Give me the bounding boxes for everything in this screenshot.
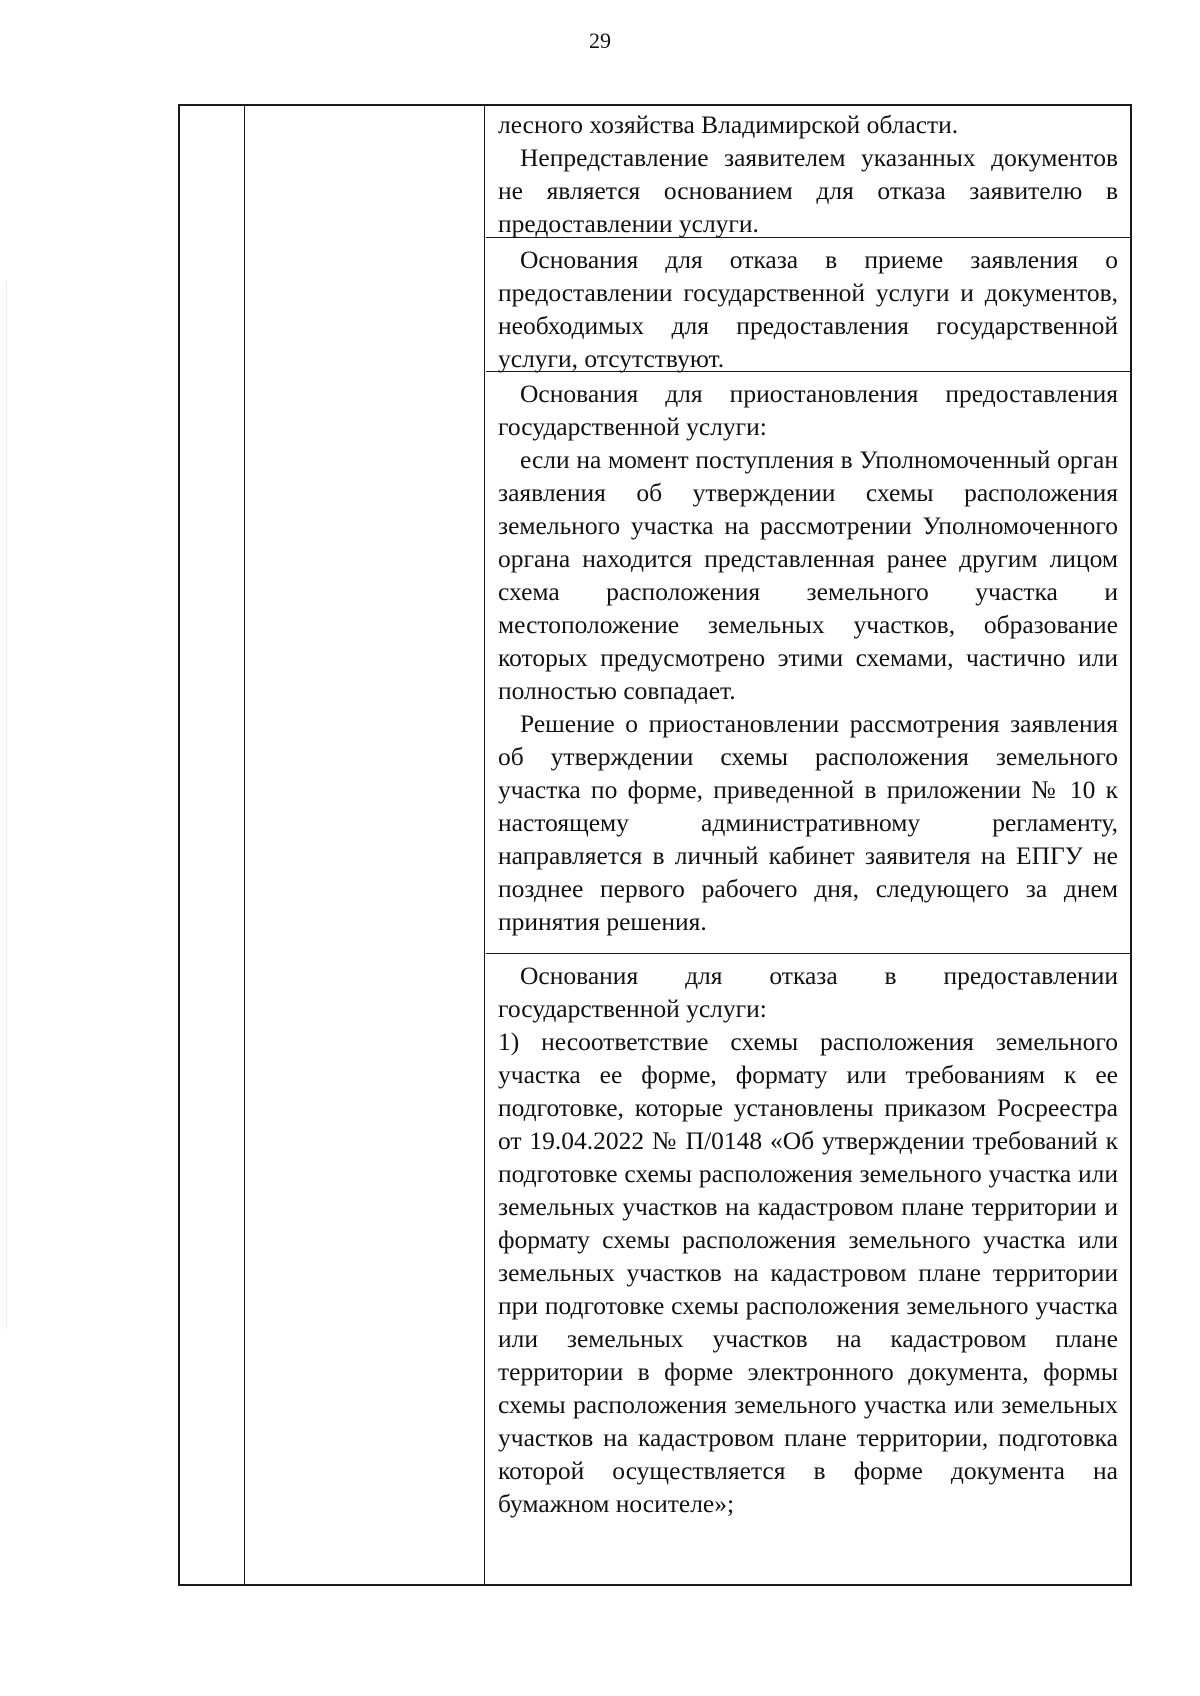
table-column-divider	[484, 106, 485, 1584]
scan-edge-marks	[6, 280, 10, 1330]
table-row	[486, 954, 1130, 1586]
table-row	[486, 372, 1130, 954]
paragraph: лесного хозяйства Владимирской области.	[498, 110, 959, 139]
table-column-divider	[244, 106, 245, 1584]
paragraph: Основания для отказа в предоставлении государственной услуги:	[498, 961, 1118, 1023]
paragraph: Основания для приостановления предоставления государственной услуги:	[498, 379, 1118, 441]
paragraph: если на момент поступления в Уполномоченный орган заявления об утверждении схемы расположения земельного участка на рассмотрении Уполномоченного органа находится представленная ранее другим лицом схема расположения земельного участка и местоположение земельных участков, образование которых предусмотрено этими схемами, частично или полностью совпадает.	[498, 445, 1118, 705]
paragraph: Непредставление заявителем указанных документов не является основанием для отказа заявителю в предоставлении услуги.	[498, 143, 1118, 238]
page-number: 29	[589, 28, 611, 53]
paragraph: 1) несоответствие схемы расположения земельного участка ее форме, формату или требованиям к ее подготовке, которые установлены приказом Росреестра от 19.04.2022 № П/0148 «Об утверждении требований к подготовке схемы расположения земельного участка или земельных участков на кадастровом плане территории и формату схемы расположения земельного участка или земельных участков на кадастровом плане территории при подготовке схемы расположения земельного участка или земельных участков на кадастровом плане территории в форме электронного документа, формы схемы расположения земельного участка или земельных участков на кадастровом плане территории, подготовка которой осуществляется в форме документа на бумажном носителе»;	[498, 1027, 1118, 1518]
paragraph: Решение о приостановлении рассмотрения заявления об утверждении схемы расположения земельного участка по форме, приведенной в приложении № 10 к настоящему административному регламенту, направляется в личный кабинет заявителя на ЕПГУ не позднее первого рабочего дня, следующего за днем принятия решения.	[498, 709, 1118, 936]
table-content-column	[486, 106, 1130, 1584]
table-row	[486, 106, 1130, 238]
paragraph: Основания для отказа в приеме заявления о предоставлении государственной услуги и документов, необходимых для предоставления государственной услуги, отсутствуют.	[498, 245, 1118, 373]
regulation-table	[178, 104, 1132, 1586]
table-row	[486, 238, 1130, 372]
